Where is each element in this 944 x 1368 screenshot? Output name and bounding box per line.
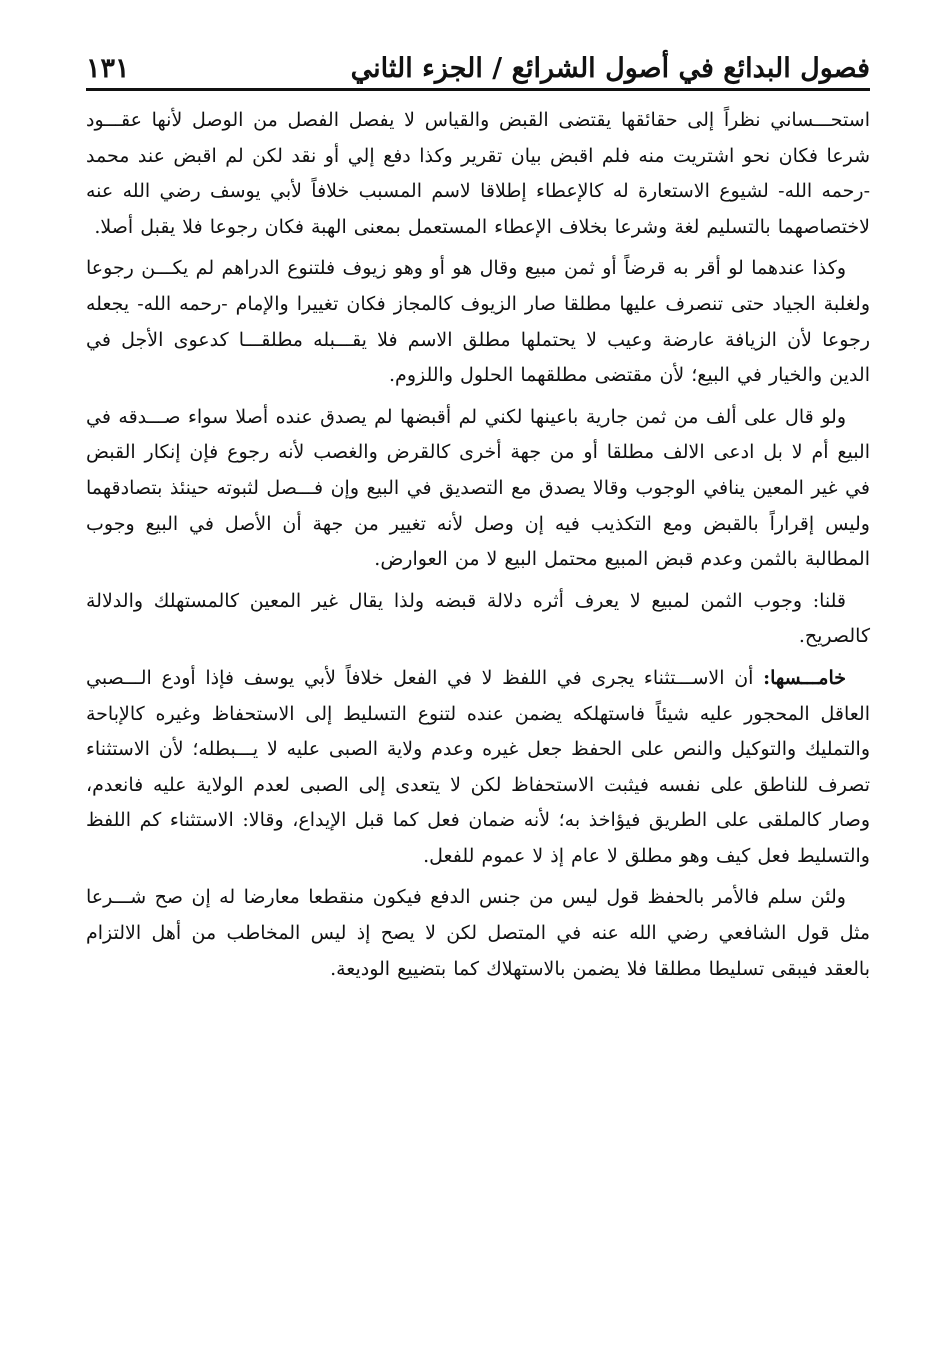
paragraph-5 xyxy=(86,661,870,875)
paragraph-1 xyxy=(86,103,870,245)
paragraph-4 xyxy=(86,584,870,655)
running-title: فصول البدائع في أصول الشرائع / الجزء الثاني xyxy=(350,53,870,84)
paragraph-2-text: وكذا عندهما لو أقر به قرضاً أو ثمن مبيع وقال هو أو وهو زيوف فلتنوع الدراهم لم يكـــن رجوعا ولغلبة الجياد حتى تنصرف عليها مطلقا صار الزيوف كالمجاز فكان تغييرا والإمام -رحمه الله- يجعله رجوعا لأن الزيافة عارضة وعيب لا يحتملها مطلق الاسم فلا يقـــبله مطلقـــا كدعوى الأجل في الدين والخيار في البيع؛ لأن مقتضى مطلقهما الحلول واللزوم. xyxy=(86,257,870,387)
page-body xyxy=(86,103,870,987)
paragraph-3 xyxy=(86,400,870,578)
paragraph-3-text: ولو قال على ألف من ثمن جارية باعينها لكني لم أقبضها لم يصدق عنده أصلا سواء صـــدقه في البيع أم لا بل ادعى الالف مطلقا أو من جهة أخرى كالقرض والغصب لأنه رجوع فإن إنكار القبض في غير المعين ينافي الوجوب وقالا يصدق مع التصديق في البيع وإن فـــصل لثبوته حينئذ بتصادقهما وليس إقراراً بالقبض ومع التكذيب فيه إن وصل لأنه تغيير من جهة أن الأصل في البيع وجوب المطالبة بالثمن وعدم قبض المبيع محتمل البيع لا من العوارض. xyxy=(86,405,870,571)
page-header xyxy=(86,38,870,91)
paragraph-5-text: أن الاســـتثناء يجرى في اللفظ لا في الفعل خلافاً لأبي يوسف فإذا أودع الـــصبي العاقل المحجور عليه شيئاً فاستهلكه يضمن عنده لتنوع التسليط إلى الاستحفاظ وغيره كالإباحة والتمليك والتوكيل والنص على الحفظ جعل غيره وعدم ولاية الصبى عليه لا يـــبطله؛ لأن الاستثناء تصرف للناطق على نفسه فيثبت الاستحفاظ لكن لا يتعدى إلى الصبى لعدم الولاية عليه فانعدم، وصار كالملقى على الطريق فيؤاخذ به؛ لأنه ضمان فعل كما قبل الإيداع، وقالا: الاستثناء كم اللفظ والتسليط فعل كيف وهو مطلق لا عام إذ لا عموم للفعل. xyxy=(86,666,870,867)
book-page xyxy=(86,38,870,1328)
paragraph-4-text: قلنا: وجوب الثمن لمبيع لا يعرف أثره دلالة قبضه ولذا يقال غير المعين كالمستهلك والدلالة كالصريح. xyxy=(86,589,870,648)
paragraph-1-text: استحـــساني نظراً إلى حقائقها يقتضى القبض والقياس لا يفصل الفصل من الوصل لأنها عقـــود شرعا فكان نحو اشتريت منه فلم اقبض بيان تقرير وكذا دفع إلي أو نقد لكن لم اقبض عند محمد -رحمه الله- لشيوع الاستعارة له كالإعطاء إطلاقا لاسم المسبب خلافاً لأبي يوسف رضي الله عنه لاختصاصهما بالتسليم لغة وشرعا بخلاف الإعطاء المستعمل بمعنى الهبة فكان رجوعا فلا يقبل أصلا. xyxy=(86,109,870,238)
paragraph-5-lead: خامـــسها: xyxy=(763,666,846,689)
paragraph-6-text: ولئن سلم فالأمر بالحفظ قول ليس من جنس الدفع فيكون منقطعا معارضا له إن صح شـــرعا مثل قول الشافعي رضي الله عنه في المتصل لكن لا يصح إذ ليس المخاطب من أهل الالتزام بالعقد فيبقى تسليطا مطلقا فلا يضمن بالاستهلاك كما بتضييع الوديعة. xyxy=(86,886,870,980)
page-number: ١٣١ xyxy=(86,53,130,84)
paragraph-2 xyxy=(86,251,870,393)
paragraph-6 xyxy=(86,880,870,987)
